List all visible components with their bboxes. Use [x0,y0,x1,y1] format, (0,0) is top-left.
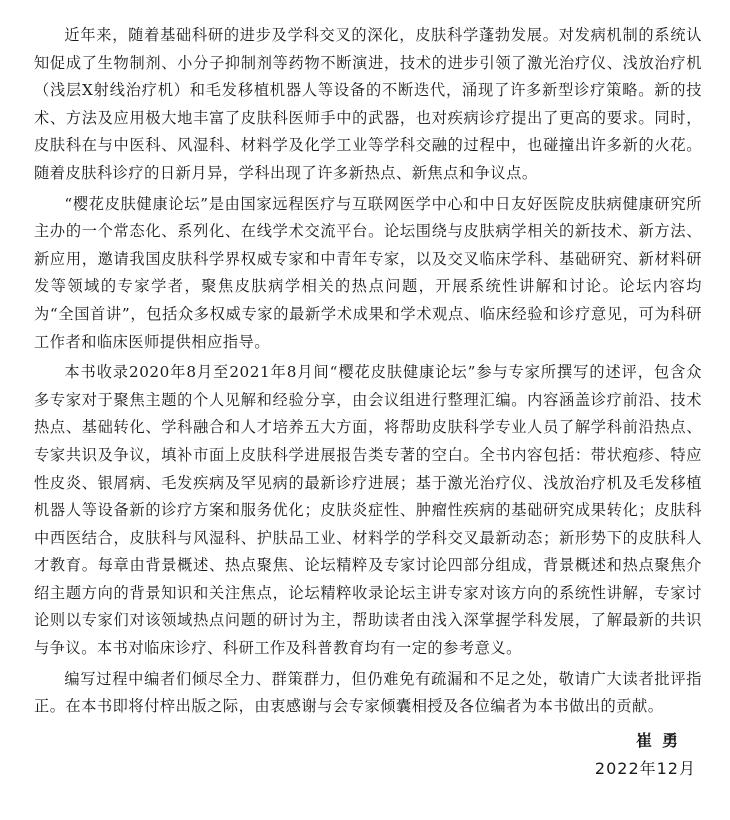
author-name: 崔勇 [635,730,688,750]
signature-date: 2022年12月 [594,758,696,778]
signature-block [34,727,702,783]
preface-paragraph-1: 近年来，随着基础科研的进步及学科交叉的深化，皮肤科学蓬勃发展。对发病机制的系统认知促成了生物制剂、小分子抑制剂等药物不断演进，技术的进步引领了激光治疗仪、浅放治疗机（浅层X射线治疗机）和毛发移植机器人等设备的不断迭代，涌现了许多新型诊疗策略。新的技术、方法及应用极大地丰富了皮肤科医师手中的武器，也对疾病诊疗提出了更高的要求。同时，皮肤科在与中医科、风湿科、材料学及化学工业等学科交融的过程中，也碰撞出许多新的火花。随着皮肤科诊疗的日新月异，学科出现了许多新热点、新焦点和争议点。 [34,26,702,182]
preface-paragraph-4: 编写过程中编者们倾尽全力、群策群力，但仍难免有疏漏和不足之处，敬请广大读者批评指正。在本书即将付梓出版之际，由衷感谢与会专家倾囊相授及各位编者为本书做出的贡献。 [34,669,702,716]
preface-paragraph-2: “樱花皮肤健康论坛”是由国家远程医疗与互联网医学中心和中日友好医院皮肤病健康研究所主办的一个常态化、系列化、在线学术交流平台。论坛围绕与皮肤病学相关的新技术、新方法、新应用，邀请我国皮肤科学界权威专家和中青年专家，以及交叉临床学科、基础研究、新材料研发等领域的专家学者，聚焦皮肤病学相关的热点问题，开展系统性讲解和讨论。论坛内容均为“全国首讲”，包括众多权威专家的最新学术成果和学术观点、临床经验和诊疗意见，可为科研工作者和临床医师提供相应指导。 [34,194,702,351]
preface-page [34,22,702,783]
preface-paragraph-3: 本书收录2020年8月至2021年8月间“樱花皮肤健康论坛”参与专家所撰写的述评，包含众多专家对于聚焦主题的个人见解和经验分享，由会议组进行整理汇编。内容涵盖诊疗前沿、技术热点、基础转化、学科融合和人才培养五大方面，将帮助皮肤科学专业人员了解学科前沿热点、专家共识及争议，填补市面上皮肤科学进展报告类专著的空白。全书内容包括：带状疱疹、特应性皮炎、银屑病、毛发疾病及罕见病的最新诊疗进展；基于激光治疗仪、浅放治疗机及毛发移植机器人等设备新的诊疗方案和服务优化；皮肤炎症性、肿瘤性疾病的基础研究成果转化；皮肤科中西医结合，皮肤科与风湿科、护肤品工业、材料学的学科交叉最新动态；新形势下的皮肤科人才教育。每章由背景概述、热点聚焦、论坛精粹及专家讨论四部分组成，背景概述和热点聚焦介绍主题方向的背景知识和关注焦点，论坛精粹收录论坛主讲专家对该方向的系统性讲解，专家讨论则以专家们对该领域热点问题的研讨为主，帮助读者由浅入深掌握学科发展，了解最新的共识与争议。本书对临床诊疗、科研工作及科普教育均有一定的参考意义。 [34,363,702,658]
